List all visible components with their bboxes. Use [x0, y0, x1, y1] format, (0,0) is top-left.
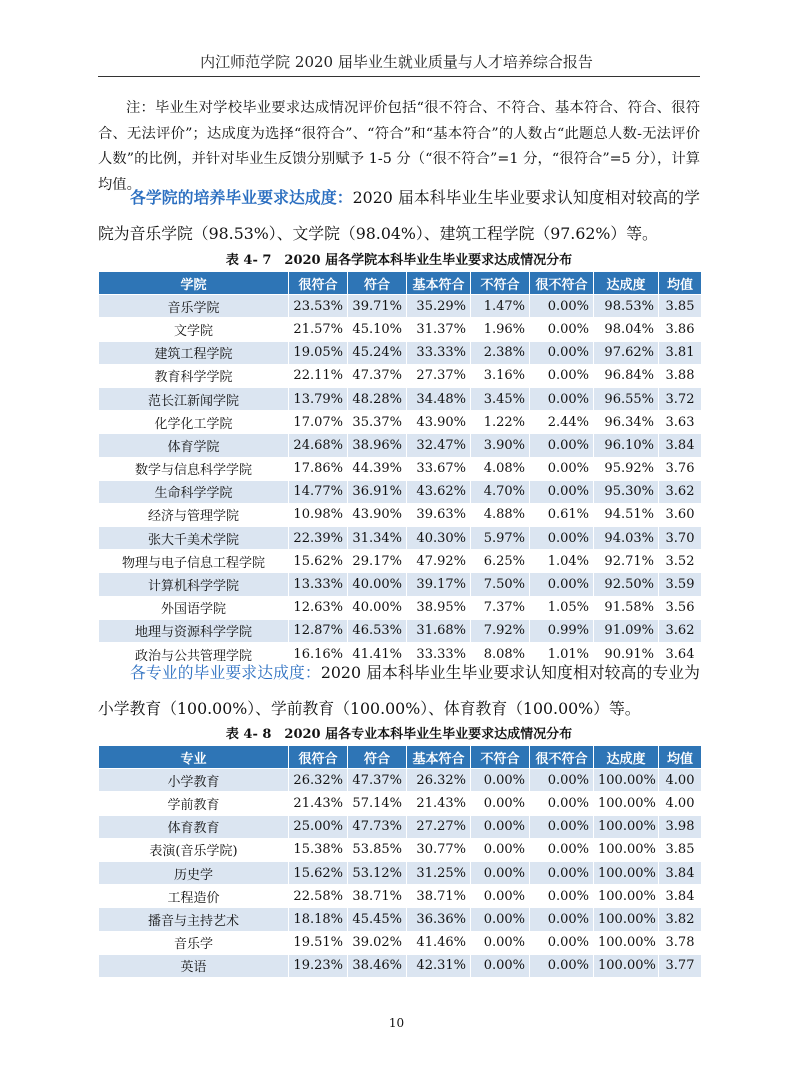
value-cell: 3.62: [659, 619, 702, 642]
value-cell: 3.84: [659, 434, 702, 457]
table-row: [99, 457, 702, 480]
table-row: [99, 619, 702, 642]
value-cell: 47.92%: [407, 550, 471, 573]
value-cell: 96.34%: [594, 411, 659, 434]
row-label-cell: 化学化工学院: [99, 411, 289, 434]
value-cell: 7.37%: [471, 596, 530, 619]
value-cell: 4.00: [659, 769, 702, 792]
value-cell: 42.31%: [407, 954, 471, 977]
row-label-cell: 音乐学院: [99, 295, 289, 318]
column-header: 很符合: [289, 272, 348, 295]
value-cell: 1.96%: [471, 318, 530, 341]
value-cell: 0.00%: [530, 387, 594, 410]
row-label-cell: 物理与电子信息工程学院: [99, 550, 289, 573]
column-header: 很不符合: [530, 746, 594, 769]
row-label-cell: 经济与管理学院: [99, 503, 289, 526]
value-cell: 95.30%: [594, 480, 659, 503]
value-cell: 40.30%: [407, 527, 471, 550]
table-row: [99, 527, 702, 550]
value-cell: 23.53%: [289, 295, 348, 318]
value-cell: 46.53%: [348, 619, 407, 642]
value-cell: 34.48%: [407, 387, 471, 410]
value-cell: 0.00%: [530, 954, 594, 977]
value-cell: 39.02%: [348, 931, 407, 954]
college-table: [98, 271, 702, 666]
value-cell: 100.00%: [594, 769, 659, 792]
value-cell: 33.33%: [407, 341, 471, 364]
value-cell: 48.28%: [348, 387, 407, 410]
value-cell: 43.90%: [348, 503, 407, 526]
value-cell: 3.84: [659, 861, 702, 884]
column-header: 基本符合: [407, 272, 471, 295]
college-summary-body: 2020 届本科毕业生毕业要求认知度相对较高的学院为音乐学院（98.53%）、文学院（98.04%）、建筑工程学院（97.62%）等。: [98, 188, 700, 243]
value-cell: 0.00%: [530, 527, 594, 550]
major-table: [98, 745, 702, 978]
value-cell: 92.71%: [594, 550, 659, 573]
value-cell: 16.16%: [289, 643, 348, 666]
value-cell: 6.25%: [471, 550, 530, 573]
table-row: [99, 434, 702, 457]
value-cell: 3.88: [659, 364, 702, 387]
value-cell: 95.92%: [594, 457, 659, 480]
college-summary-paragraph: [98, 180, 700, 252]
value-cell: 3.52: [659, 550, 702, 573]
value-cell: 17.07%: [289, 411, 348, 434]
value-cell: 2.38%: [471, 341, 530, 364]
value-cell: 97.62%: [594, 341, 659, 364]
value-cell: 0.00%: [471, 838, 530, 861]
value-cell: 22.11%: [289, 364, 348, 387]
value-cell: 38.71%: [348, 885, 407, 908]
value-cell: 35.37%: [348, 411, 407, 434]
value-cell: 4.70%: [471, 480, 530, 503]
major-summary-lead: 各专业的毕业要求达成度：: [130, 663, 321, 682]
table-row: [99, 931, 702, 954]
row-label-cell: 生命科学学院: [99, 480, 289, 503]
value-cell: 31.25%: [407, 861, 471, 884]
row-label-cell: 张大千美术学院: [99, 527, 289, 550]
value-cell: 45.10%: [348, 318, 407, 341]
column-header: 达成度: [594, 272, 659, 295]
value-cell: 92.50%: [594, 573, 659, 596]
table-row: [99, 295, 702, 318]
value-cell: 0.00%: [530, 295, 594, 318]
value-cell: 3.63: [659, 411, 702, 434]
value-cell: 13.79%: [289, 387, 348, 410]
value-cell: 0.00%: [471, 792, 530, 815]
value-cell: 94.51%: [594, 503, 659, 526]
table-row: [99, 573, 702, 596]
value-cell: 0.00%: [471, 769, 530, 792]
table-1-caption: 表 4- 7 2020 届各学院本科毕业生毕业要求达成情况分布: [225, 253, 573, 268]
table-row: [99, 411, 702, 434]
value-cell: 3.60: [659, 503, 702, 526]
value-cell: 43.62%: [407, 480, 471, 503]
value-cell: 45.45%: [348, 908, 407, 931]
value-cell: 90.91%: [594, 643, 659, 666]
value-cell: 15.62%: [289, 861, 348, 884]
value-cell: 0.00%: [530, 861, 594, 884]
value-cell: 0.00%: [530, 364, 594, 387]
value-cell: 43.90%: [407, 411, 471, 434]
value-cell: 18.18%: [289, 908, 348, 931]
header-divider: [98, 76, 700, 77]
value-cell: 21.43%: [407, 792, 471, 815]
value-cell: 38.95%: [407, 596, 471, 619]
value-cell: 0.00%: [530, 457, 594, 480]
value-cell: 3.56: [659, 596, 702, 619]
row-label-cell: 播音与主持艺术: [99, 908, 289, 931]
value-cell: 19.23%: [289, 954, 348, 977]
value-cell: 3.90%: [471, 434, 530, 457]
value-cell: 44.39%: [348, 457, 407, 480]
value-cell: 96.10%: [594, 434, 659, 457]
column-header: 很符合: [289, 746, 348, 769]
page-number: 10: [388, 1016, 405, 1030]
value-cell: 3.77: [659, 954, 702, 977]
value-cell: 3.84: [659, 885, 702, 908]
value-cell: 0.00%: [471, 931, 530, 954]
column-header: 不符合: [471, 746, 530, 769]
value-cell: 3.76: [659, 457, 702, 480]
value-cell: 3.45%: [471, 387, 530, 410]
value-cell: 25.00%: [289, 815, 348, 838]
value-cell: 15.38%: [289, 838, 348, 861]
value-cell: 3.16%: [471, 364, 530, 387]
value-cell: 19.51%: [289, 931, 348, 954]
value-cell: 1.05%: [530, 596, 594, 619]
value-cell: 36.91%: [348, 480, 407, 503]
row-label-cell: 教育科学学院: [99, 364, 289, 387]
row-label-cell: 数学与信息科学学院: [99, 457, 289, 480]
row-label-cell: 表演(音乐学院): [99, 838, 289, 861]
value-cell: 0.61%: [530, 503, 594, 526]
value-cell: 0.00%: [471, 954, 530, 977]
major-summary-paragraph: [98, 655, 700, 727]
value-cell: 4.88%: [471, 503, 530, 526]
value-cell: 4.00: [659, 792, 702, 815]
table-row: [99, 885, 702, 908]
value-cell: 27.37%: [407, 364, 471, 387]
table-row: [99, 908, 702, 931]
value-cell: 12.63%: [289, 596, 348, 619]
value-cell: 91.58%: [594, 596, 659, 619]
value-cell: 0.00%: [530, 792, 594, 815]
value-cell: 3.64: [659, 643, 702, 666]
row-label-cell: 英语: [99, 954, 289, 977]
value-cell: 39.17%: [407, 573, 471, 596]
value-cell: 3.59: [659, 573, 702, 596]
table-row: [99, 364, 702, 387]
row-label-cell: 小学教育: [99, 769, 289, 792]
column-header: 达成度: [594, 746, 659, 769]
table-row: [99, 503, 702, 526]
value-cell: 45.24%: [348, 341, 407, 364]
value-cell: 5.97%: [471, 527, 530, 550]
table-row: [99, 792, 702, 815]
value-cell: 96.55%: [594, 387, 659, 410]
value-cell: 27.27%: [407, 815, 471, 838]
value-cell: 31.34%: [348, 527, 407, 550]
value-cell: 26.32%: [407, 769, 471, 792]
value-cell: 38.71%: [407, 885, 471, 908]
value-cell: 1.22%: [471, 411, 530, 434]
value-cell: 100.00%: [594, 792, 659, 815]
value-cell: 2.44%: [530, 411, 594, 434]
column-header: 均值: [659, 746, 702, 769]
value-cell: 4.08%: [471, 457, 530, 480]
value-cell: 38.46%: [348, 954, 407, 977]
value-cell: 0.00%: [530, 908, 594, 931]
value-cell: 0.00%: [530, 815, 594, 838]
table-row: [99, 769, 702, 792]
value-cell: 22.58%: [289, 885, 348, 908]
row-label-cell: 政治与公共管理学院: [99, 643, 289, 666]
value-cell: 100.00%: [594, 838, 659, 861]
value-cell: 22.39%: [289, 527, 348, 550]
value-cell: 40.00%: [348, 573, 407, 596]
row-label-cell: 工程造价: [99, 885, 289, 908]
value-cell: 91.09%: [594, 619, 659, 642]
value-cell: 0.00%: [471, 885, 530, 908]
value-cell: 41.46%: [407, 931, 471, 954]
value-cell: 26.32%: [289, 769, 348, 792]
value-cell: 47.37%: [348, 769, 407, 792]
value-cell: 36.36%: [407, 908, 471, 931]
value-cell: 0.99%: [530, 619, 594, 642]
value-cell: 40.00%: [348, 596, 407, 619]
value-cell: 0.00%: [530, 434, 594, 457]
table-row: [99, 954, 702, 977]
value-cell: 32.47%: [407, 434, 471, 457]
value-cell: 33.67%: [407, 457, 471, 480]
table-row: [99, 341, 702, 364]
running-header: 内江师范学院 2020 届毕业生就业质量与人才培养综合报告: [200, 53, 593, 71]
row-label-cell: 外国语学院: [99, 596, 289, 619]
value-cell: 35.29%: [407, 295, 471, 318]
college-summary-lead: 各学院的培养毕业要求达成度：: [130, 188, 353, 207]
value-cell: 1.47%: [471, 295, 530, 318]
value-cell: 21.57%: [289, 318, 348, 341]
value-cell: 3.85: [659, 838, 702, 861]
column-header: 符合: [348, 746, 407, 769]
column-header: 专业: [99, 746, 289, 769]
table-row: [99, 815, 702, 838]
value-cell: 0.00%: [530, 341, 594, 364]
table-row: [99, 318, 702, 341]
value-cell: 100.00%: [594, 908, 659, 931]
value-cell: 0.00%: [471, 908, 530, 931]
column-header: 不符合: [471, 272, 530, 295]
value-cell: 100.00%: [594, 861, 659, 884]
value-cell: 3.81: [659, 341, 702, 364]
column-header: 均值: [659, 272, 702, 295]
table-row: [99, 596, 702, 619]
value-cell: 53.12%: [348, 861, 407, 884]
value-cell: 3.82: [659, 908, 702, 931]
value-cell: 96.84%: [594, 364, 659, 387]
row-label-cell: 历史学: [99, 861, 289, 884]
value-cell: 33.33%: [407, 643, 471, 666]
row-label-cell: 体育学院: [99, 434, 289, 457]
row-label-cell: 体育教育: [99, 815, 289, 838]
value-cell: 3.98: [659, 815, 702, 838]
column-header: 基本符合: [407, 746, 471, 769]
row-label-cell: 地理与资源科学学院: [99, 619, 289, 642]
value-cell: 7.50%: [471, 573, 530, 596]
major-summary-body: 2020 届本科毕业生毕业要求认知度相对较高的专业为小学教育（100.00%）、学前教育（100.00%）、体育教育（100.00%）等。: [98, 663, 700, 718]
value-cell: 7.92%: [471, 619, 530, 642]
row-label-cell: 学前教育: [99, 792, 289, 815]
value-cell: 0.00%: [530, 769, 594, 792]
value-cell: 0.00%: [471, 861, 530, 884]
value-cell: 100.00%: [594, 885, 659, 908]
value-cell: 30.77%: [407, 838, 471, 861]
value-cell: 3.70: [659, 527, 702, 550]
value-cell: 94.03%: [594, 527, 659, 550]
row-label-cell: 范长江新闻学院: [99, 387, 289, 410]
table-row: [99, 861, 702, 884]
value-cell: 3.78: [659, 931, 702, 954]
value-cell: 19.05%: [289, 341, 348, 364]
value-cell: 0.00%: [530, 885, 594, 908]
value-cell: 100.00%: [594, 815, 659, 838]
table-row: [99, 480, 702, 503]
value-cell: 24.68%: [289, 434, 348, 457]
value-cell: 14.77%: [289, 480, 348, 503]
row-label-cell: 文学院: [99, 318, 289, 341]
value-cell: 8.08%: [471, 643, 530, 666]
value-cell: 0.00%: [530, 838, 594, 861]
value-cell: 3.86: [659, 318, 702, 341]
value-cell: 3.85: [659, 295, 702, 318]
value-cell: 0.00%: [530, 931, 594, 954]
value-cell: 3.62: [659, 480, 702, 503]
row-label-cell: 计算机科学学院: [99, 573, 289, 596]
value-cell: 13.33%: [289, 573, 348, 596]
table-2-caption: 表 4- 8 2020 届各专业本科毕业生毕业要求达成情况分布: [225, 727, 573, 742]
value-cell: 100.00%: [594, 954, 659, 977]
value-cell: 17.86%: [289, 457, 348, 480]
row-label-cell: 音乐学: [99, 931, 289, 954]
value-cell: 31.37%: [407, 318, 471, 341]
value-cell: 15.62%: [289, 550, 348, 573]
value-cell: 38.96%: [348, 434, 407, 457]
value-cell: 41.41%: [348, 643, 407, 666]
value-cell: 53.85%: [348, 838, 407, 861]
value-cell: 100.00%: [594, 931, 659, 954]
value-cell: 39.71%: [348, 295, 407, 318]
value-cell: 0.00%: [530, 480, 594, 503]
table-row: [99, 550, 702, 573]
column-header: 很不符合: [530, 272, 594, 295]
value-cell: 39.63%: [407, 503, 471, 526]
table-header-row: [99, 272, 702, 295]
value-cell: 10.98%: [289, 503, 348, 526]
value-cell: 0.00%: [530, 318, 594, 341]
column-header: 学院: [99, 272, 289, 295]
value-cell: 31.68%: [407, 619, 471, 642]
value-cell: 0.00%: [530, 573, 594, 596]
value-cell: 57.14%: [348, 792, 407, 815]
value-cell: 1.04%: [530, 550, 594, 573]
value-cell: 29.17%: [348, 550, 407, 573]
value-cell: 98.04%: [594, 318, 659, 341]
value-cell: 12.87%: [289, 619, 348, 642]
note-paragraph: 注：毕业生对学校毕业要求达成情况评价包括“很不符合、不符合、基本符合、符合、很符合、无法评价”；达成度为选择“很符合”、“符合”和“基本符合”的人数占“此题总人数-无法评价人数”的比例，并针对毕业生反馈分别赋予 1-5 分（“很不符合”=1 分，“很符合”=5 分），计算均值。: [98, 100, 700, 193]
value-cell: 47.73%: [348, 815, 407, 838]
table-row: [99, 387, 702, 410]
value-cell: 98.53%: [594, 295, 659, 318]
value-cell: 21.43%: [289, 792, 348, 815]
value-cell: 3.72: [659, 387, 702, 410]
value-cell: 1.01%: [530, 643, 594, 666]
column-header: 符合: [348, 272, 407, 295]
value-cell: 0.00%: [471, 815, 530, 838]
row-label-cell: 建筑工程学院: [99, 341, 289, 364]
value-cell: 47.37%: [348, 364, 407, 387]
table-header-row: [99, 746, 702, 769]
table-row: [99, 838, 702, 861]
